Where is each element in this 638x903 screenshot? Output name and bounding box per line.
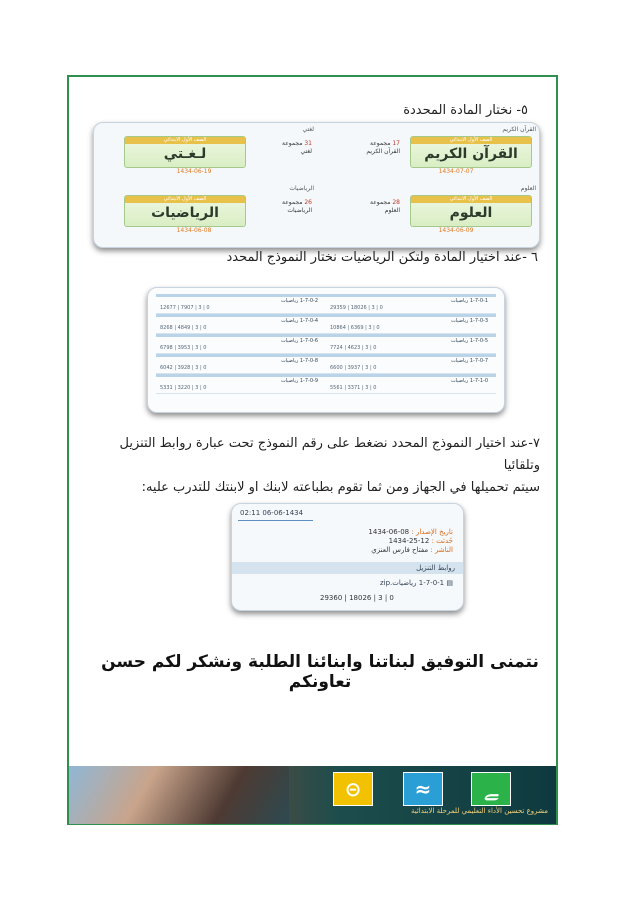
- step-5-text: ٥- نختار المادة المحددة: [403, 103, 528, 118]
- model-row[interactable]: 1-7-0-7 رياضيات 6600 | 3937 | 3 | 0: [326, 354, 496, 374]
- zip-file-icon: ▤: [446, 579, 453, 587]
- models-screenshot: [147, 287, 505, 413]
- subject-date: 1434-06-19: [176, 168, 212, 175]
- models-column-left: [156, 294, 326, 394]
- logo-tile-green: ﮯ: [471, 772, 511, 806]
- subject-meta: 26 مجموعة الرياضيات: [281, 199, 312, 214]
- subject-header: القرآن الكريم: [502, 126, 536, 133]
- model-row[interactable]: 1-7-0-5 رياضيات 7724 | 4623 | 3 | 0: [326, 334, 496, 354]
- step-7-line-1: ٧-عند اختيار النموذج المحدد نضغط على رقم النموذج تحت عبارة روابط التنزيل وتلقائيا: [119, 436, 540, 473]
- subject-card[interactable]: [326, 126, 536, 182]
- subject-header: الرياضيات: [289, 185, 314, 192]
- models-column-right: [326, 294, 496, 394]
- download-links-header: روابط التنزيل: [232, 562, 463, 574]
- download-file-link[interactable]: [380, 579, 453, 587]
- banner-caption: مشروع تحسين الأداء التعليمي للمرحلة الابتدائية: [410, 807, 548, 815]
- subject-date: 1434-06-09: [438, 227, 474, 234]
- subject-card[interactable]: [326, 185, 536, 241]
- students-photo: [69, 766, 289, 824]
- subject-button[interactable]: [410, 136, 532, 168]
- grade-band: الصف الأول الابتدائي: [411, 137, 531, 144]
- model-row[interactable]: 1-7-0-2 رياضيات 12677 | 7907 | 3 | 0: [156, 294, 326, 314]
- grade-band: الصف الأول الابتدائي: [125, 137, 245, 144]
- closing-message: نتمنى التوفيق لبناتنا وابنائنا الطلبة ونشكر لكم حسن تعاونكم: [101, 652, 539, 692]
- subject-title: لـغـتي: [163, 146, 207, 162]
- subject-header: العلوم: [520, 185, 536, 192]
- logo-tile-yellow: ⊝: [333, 772, 373, 806]
- subject-card[interactable]: [104, 185, 314, 241]
- grade-band: الصف الأول الابتدائي: [411, 196, 531, 203]
- divider: [238, 520, 313, 521]
- model-row[interactable]: 1-7-1-0 رياضيات 5561 | 3371 | 3 | 0: [326, 374, 496, 394]
- subject-button[interactable]: [124, 195, 246, 227]
- subject-title: القرآن الكريم: [424, 146, 518, 162]
- subject-date: 1434-07-07: [438, 168, 474, 175]
- subjects-screenshot: [93, 122, 540, 248]
- model-row[interactable]: 1-7-0-3 رياضيات 10864 | 6369 | 3 | 0: [326, 314, 496, 334]
- step-7-text: [90, 433, 540, 499]
- step-6-text: ٦ -عند اختيار المادة ولتكن الرياضيات نختار النموذج المحدد: [226, 250, 538, 265]
- subject-button[interactable]: [124, 136, 246, 168]
- download-screenshot: [231, 503, 464, 611]
- model-row[interactable]: 1-7-0-4 رياضيات 8268 | 4849 | 3 | 0: [156, 314, 326, 334]
- model-row[interactable]: 1-7-0-9 رياضيات 5331 | 3220 | 3 | 0: [156, 374, 326, 394]
- post-info: تاريخ الإصدار : 08-06-1434 حُدثت : 12-25-1434 الناشر : مفتاح فارس العنزي: [368, 528, 453, 554]
- step-7-line-2: سيتم تحميلها في الجهاز ومن ثما تقوم بطباعته لابنك او لابنتك للتدرب عليه:: [141, 480, 540, 495]
- model-row[interactable]: 1-7-0-6 رياضيات 6798 | 3953 | 3 | 0: [156, 334, 326, 354]
- subject-meta: 28 مجموعة العلوم: [369, 199, 400, 214]
- subject-card[interactable]: [104, 126, 314, 182]
- subject-meta: 17 مجموعة القرآن الكريم: [366, 140, 400, 155]
- grade-band: الصف الأول الابتدائي: [125, 196, 245, 203]
- subject-header: لغتي: [302, 126, 314, 133]
- subject-date: 1434-06-08: [176, 227, 212, 234]
- subject-meta: 31 مجموعة لغتي: [281, 140, 312, 155]
- file-name: 1-7-0-1 رياضيات.zip: [379, 579, 445, 587]
- subject-title: الرياضيات: [151, 205, 219, 221]
- file-stats: 29360 | 18026 | 3 | 0: [320, 594, 394, 602]
- logo-tile-blue: ≈: [403, 772, 443, 806]
- subject-title: العلوم: [449, 205, 493, 221]
- post-timestamp: 02:11 06-06-1434: [240, 509, 304, 517]
- subject-button[interactable]: [410, 195, 532, 227]
- footer-banner: [69, 766, 556, 824]
- model-row[interactable]: 1-7-0-8 رياضيات 6042 | 3928 | 3 | 0: [156, 354, 326, 374]
- model-row[interactable]: 1-7-0-1 رياضيات 29359 | 18026 | 3 | 0: [326, 294, 496, 314]
